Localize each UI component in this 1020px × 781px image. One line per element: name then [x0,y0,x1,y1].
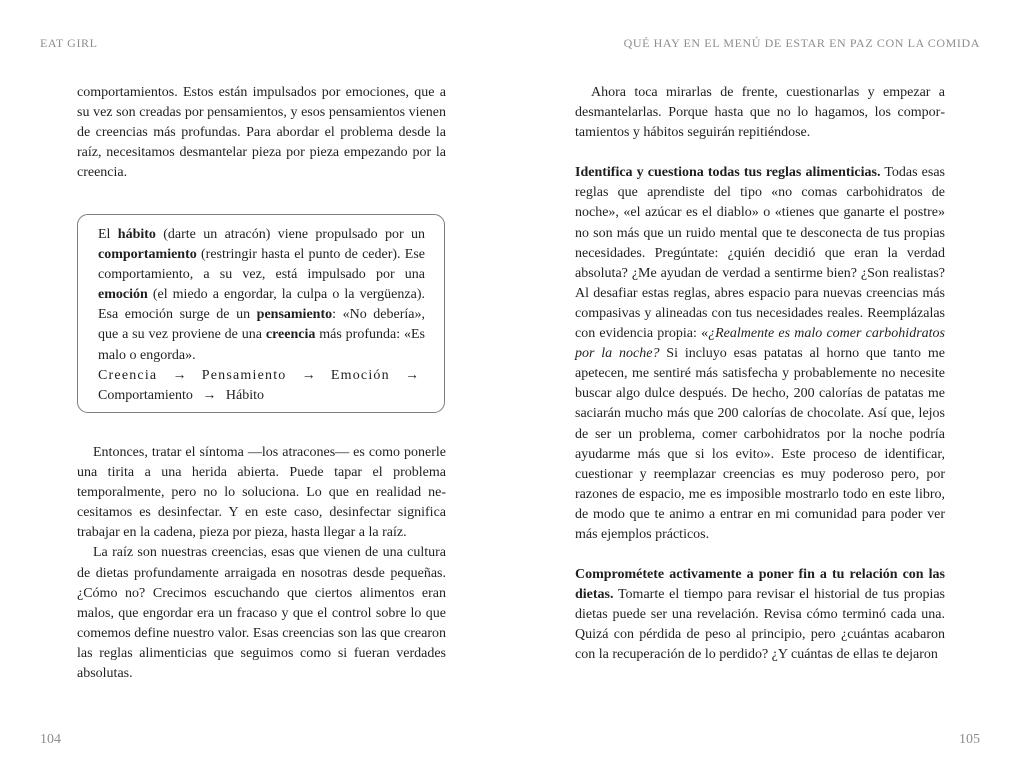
arrow-right-icon: → [202,387,217,403]
callout-term-creencia: creencia [265,327,316,343]
left-paragraph-3: La raíz son nuestras creencias, esas que vienen de una cultura de dietas profundamente arraigada en nosotras desde pequeñas. ¿Cómo no? Crecimos escuchando que ciertos alimentos eran malos, que engordar era un fracaso y que el control sobre lo que comemos define nuestro valor. Esas creencias son las que crearon las reglas alimenticias que seguimos como si fueran verdades absolutas. [77,545,446,682]
left-page-top-column [77,83,446,183]
right-section-identifica [575,163,945,545]
callout-text-part: (darte un atracón) viene propulsado por un [155,227,425,242]
section-text: Todas esas reglas que aprendiste del tipo «no comas carbohidratos de noche», «el azúcar es el diablo» o «tienes que ganarte el postre» no son más que un ruido mental que te desconecta de tus propias necesidades. Pregúntate: ¿quién decidió que eran la verdad absoluta? ¿Me ayudan de verdad a sentirme bien? ¿Son realistas? Al desafiar estas reglas, abres espacio para nuevas creencias más compasivas y alineadas con tus necesidades reales. Reemplázalas con evidencia propia: « [575,165,946,342]
callout-text-part: El [98,227,118,242]
section-heading-comprometete: Comprométete activamente a poner fin a tu relación con las dietas. [575,567,945,603]
page-number-right: 105 [959,732,980,747]
callout-chain-line-2 [98,386,425,406]
chain-step-habito: Hábito [225,387,264,403]
arrow-right-icon: → [405,367,419,383]
left-paragraph-2: Entonces, tratar el síntoma —los atracones— es como ponerle una tirita a una herida abierta. Puede tapar el problema temporalmente, pero no lo soluciona. Lo que en realidad necesitamos es desinfectar. Y en este caso, desinfectar significa trabajar en la cadena, pieza por pieza, hasta llegar a la raíz. [77,445,446,541]
right-paragraph-1: Ahora toca mirarlas de frente, cuestionarlas y empezar a desmantelarlas. Porque hasta que no lo hagamos, los comportamientos y hábitos seguirán repitiéndose. [575,85,945,141]
chain-step-comportamiento: Comportamiento [98,387,193,403]
chain-step-pensamiento: Pensamiento [201,367,287,383]
callout-term-emocion: emoción [98,287,148,303]
callout-chain-line-1 [98,366,425,386]
left-paragraph-1: comportamientos. Estos están impulsados por emociones, que a su vez son creadas por pensamientos, y esos pensamientos vienen de creencias más profundas. Para abordar el problema desde la raíz, necesitamos desmantelar pieza por pieza empezando por la creencia. [77,85,446,181]
section-heading-identifica: Identifica y cuestiona todas tus reglas alimenticias. [575,165,881,181]
callout-term-comportamiento: comportamiento [98,247,197,263]
section-text: Tomarte el tiempo para revisar el historial de tus propias dietas puede ser una revelación. Revisa cómo terminó cada una. Quizá con pérdida de peso al principio, pero ¿cuántas acabaron con la recuperación de lo perdido? ¿Y cuántas de ellas te dejaron [575,587,945,663]
callout-text-part: (el miedo a engordar, la culpa o la vergüenza). Esa emoción surge de un [98,287,425,323]
section-text: Si incluyo esas patatas al horno que tanto me apetecen, me sentiré más satisfecha y probablemente no necesite buscar algo dulce después. De hecho, 200 calorías de patatas me saciarán mucho más que 200 calorías de chocolate. Así que, lejos de ser un problema, comer carbohidratos por la noche podría ayudarme más que si los evito». Este proceso de identificar, cuestionar y reemplazar creencias es muy poderoso pero, por razones de espacio, me es imposible mostrarlo todo en este libro, de modo que te animo a entrar en mi comunidad para poder ver más ejemplos prácticos. [575,346,945,542]
habit-chain-callout-box [77,214,445,413]
callout-term-habito: hábito [117,227,156,242]
callout-text-part: más profunda: «Es malo o engorda». [98,327,425,363]
chain-step-creencia: Creencia [98,367,158,383]
callout-text-part: (restringir hasta el punto de ceder). Ese comportamiento, a su vez, está impulsado por una [98,247,425,283]
chain-step-emocion: Emoción [330,367,390,383]
right-page-column [575,83,945,666]
arrow-right-icon: → [172,367,187,383]
callout-text-part: : «No debería», que a su vez proviene de una [98,307,425,343]
section-italic-question: ¿Realmente es malo comer carbohidratos por la noche? [575,326,945,362]
page-number-left: 104 [40,732,61,747]
right-section-comprometete [575,565,945,665]
running-header-right: QUÉ HAY EN EL MENÚ DE ESTAR EN PAZ CON LA COMIDA [623,36,980,50]
arrow-right-icon: → [301,367,316,383]
running-header-left: EAT GIRL [40,36,98,50]
callout-text [98,225,425,366]
left-page-bottom-column [77,443,446,684]
callout-term-pensamiento: pensamiento [256,307,333,323]
